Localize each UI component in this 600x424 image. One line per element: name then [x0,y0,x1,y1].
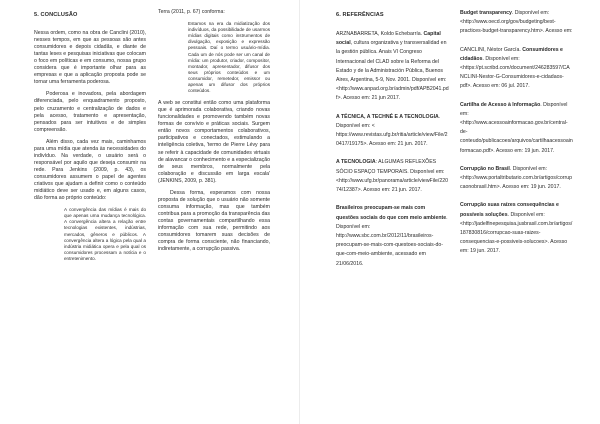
paragraph: Dessa forma, esperamos com nossa proposta de solução que o usuário não somente consuma informação, mas que também contribua para a promoção da transparência das contas governamentais compartilhando essa informação com sua rede, permitindo aos consumidores tomarem suas decisões de compra de forma consciente, não financiando, indiretamente, a corrupção passiva. [158,189,270,253]
paragraph: A web se constitui então como uma plataforma que é aprimorada colaborativa, criando novas funcionalidades e promovendo também novas formas de convívio e práticas sociais. Surgem então novos comportamentos colaborativos, participativos e conectados, estimulando a inteligência coletiva, 'termo de Pierre Lévy para se referir à capacidade de comunidades virtuais de alavancar o conhecimento e a especialização de seus membros, normalmente pela colaboração e discussão em larga escala' (JENKINS, 2009, p. 381). [158,100,270,184]
reference-item: CANCLINI, Néstor García. Consumidores e cidadãos. Disponível em: <https://pt.scribd.com/document/246283597/CANCLINI-Nestor-G-Consumidores-e-cidadaos-pdf>. Acesso em: 06 jul. 2017. [460,46,570,90]
paragraph: Nessa ordem, como na obra de Canclini (2010), nesses tempos, em que as pessoas são antes consumidores e depois cidadãs, e diante de tantas leses e pesquisas iniciativas que colocam o foco em políticas e em consumo, nossa grupo considera que é importante olhar para as empresas e que a aplicação proposta pode se tornar uma ferramenta poderosa. [34,30,146,86]
reference-item: Brasileiros preocupam-se mais com questões sociais do que com meio ambiente. Disponível em: http://www.sbc.com.br/2012/11/brasileiros-preocupam-se-mais-com-questoes-sociais-do-que-com-meio-ambiente, acessado em 21/06/2016. [336,205,448,267]
conclusion-column-2 [158,9,270,258]
reference-item: ARZNABARRETA, Koldo Echebarría. Capital social, cultura organizativa y transversalidad en la gestión pública. Anais VI Congreso Internacional del CLAD sobre la Reforma del Estado y de la Administración Pública, Buenos Aires, Argentina, 5-9, Nov. 2001. Disponível em: <http://www.anpad.org.br/admin/pdf/APB2041.pdf>. Acesso em: 21 jun 2017. [336,31,449,102]
block-quote: Estamos na era da midiatização dos indivíduos, da possibilidade de usarmos mídias digitais como instrumentos de divulgação, exposição e expressão pessoais. Daí o termo usuário-mídia. Cada um de nós pode ser um canal de mídia: um produtor, criador, compositor, montador, apresentador, difusor dos seus próprios conteúdos e um consumidor, remetedor, emissor ou apenas um difusor dos próprios conteúdos. [188,21,270,94]
references-column-2 [460,9,573,266]
paragraph: Além disso, cada vez mais, caminhamos para uma mídia que atenda às necessidades do indivíduo. Na verdade, o usuário será o responsável por aquilo que deseja consumir na rede. Para Jenkins (2009, p. 43), os consumidores assumem o papel de agentes criativos que ajudam a definir como o conteúdo midiático deve ser usado e, em alguns casos, dão forma ao próprio conteúdo: [34,138,146,202]
reference-item: Corrupção no Brasil. Disponível em: <http://www.portaltributario.com.br/artigos/corrupcaonobrasil.htm>. Acesso em: 19 jun. 2017. [460,165,573,191]
reference-item: A TÉCNICA, A TECHNÉ E A TECNOLOGIA. Disponível em: < https://www.revistas.ufg.br/ritia/article/view/File/20417/19175>. Acesso em: 21 jun. 2017. [336,113,448,148]
conclusion-heading: 5. CONCLUSÃO [34,12,78,18]
paragraph: Poderosa e inovadora, pela abordagem diferenciada, pelo enquadramento proposto, pelo cruzamento e centralização de dados e pela acesso, tratamento e apresentação, pensados para ser intuitivos e de simples compreensão. [34,91,146,133]
reference-item: Budget transparency. Disponível em: <http://www.oecd.org/gov/budgeting/best-practices-budget-transparency.htm>. Acesso em: [460,10,573,35]
conclusion-column [34,9,146,268]
references-column [336,9,449,278]
reference-item: Corrupção suas raízes consequências e possíveis soluções. Disponível em: <http://jadelfinepesquisa.jusbrasil.com.br/artigos/187830816/corrupcao-suas-raizes-consequencias-e-possiveis-solucoes>. Acesso em: 19 jun. 2017. [460,202,573,255]
paragraph: Terra (2011, p. 67) conforma: [158,9,225,15]
reference-item: A TECNOLOGIA: ALGUMAS REFLEXÕES SÓCIO ESPAÇO TEMPORAIS. Disponível em: <http://www.ufg.br/panorama/article/viewFile/22074/12387>. Acesso em: 21 jun. 2017. [336,159,449,194]
block-quote: A convergência das mídias é mais do que apenas uma mudança tecnológica. A convergência altera a relação entre tecnologias existentes, indústrias, mercados, gêneros e públicos. A convergência altera a lógica pela qual a indústria midiática opera e pela qual os consumidores processam a notícia e o entretenimento. [64,207,146,261]
reference-item: Cartilha de Acesso à Informação. Disponível em: <http://www.acessoainformacao.gov.br/central-de-conteudo/publicacoes/arquivos/cartilhaacessoainformacao.pdf>. Acesso em: 19 jun. 2017. [460,101,573,154]
references-heading: 6. REFERÊNCIAS [336,12,384,18]
